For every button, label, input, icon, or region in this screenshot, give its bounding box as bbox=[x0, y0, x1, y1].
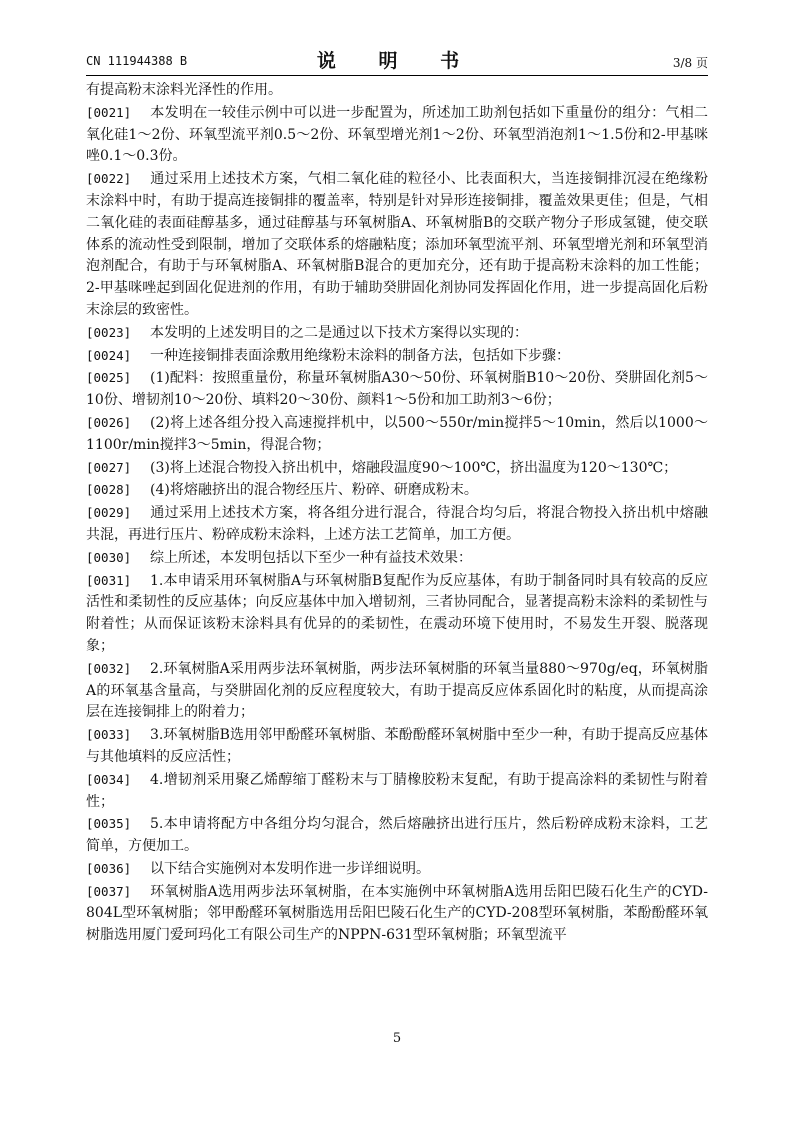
paragraph bbox=[86, 457, 708, 480]
header-rule bbox=[86, 75, 708, 76]
paragraph bbox=[86, 547, 708, 570]
paragraph-text: 以下结合实施例对本发明作进一步详细说明。 bbox=[150, 860, 430, 877]
paragraph-text: 本发明的上述发明目的之二是通过以下技术方案得以实现的： bbox=[150, 324, 528, 341]
paragraph-text: (3)将上述混合物投入挤出机中，熔融段温度90～100℃，挤出温度为120～130℃； bbox=[150, 459, 678, 476]
paragraph-number: [0027] bbox=[86, 459, 132, 475]
paragraph bbox=[86, 858, 708, 881]
paragraph-number: [0025] bbox=[86, 370, 132, 386]
paragraph-number: [0030] bbox=[86, 549, 132, 565]
paragraph-number: [0028] bbox=[86, 482, 132, 498]
paragraph-number: [0035] bbox=[86, 816, 132, 832]
document-title: 说 明 书 bbox=[316, 50, 478, 72]
page-info: 3/8 页 bbox=[672, 56, 708, 70]
paragraph-number: [0033] bbox=[86, 727, 132, 743]
paragraph-number: [0024] bbox=[86, 347, 132, 363]
paragraph-text: 有提高粉末涂料光泽性的作用。 bbox=[86, 82, 282, 98]
paragraph bbox=[86, 658, 708, 724]
paragraph-text: 2.环氧树脂A采用两步法环氧树脂，两步法环氧树脂的环氧当量880～970g/eq，环氧树脂A的环氧基含量高，与癸肼固化剂的反应程度较大，有助于提高反应体系固化时的粘度，从而提高涂层在连接铜排上的附着力； bbox=[86, 660, 708, 721]
paragraph-number: [0021] bbox=[86, 104, 132, 120]
paragraph-number: [0037] bbox=[86, 883, 132, 899]
paragraph bbox=[86, 570, 708, 658]
paragraph bbox=[86, 813, 708, 858]
paragraph bbox=[86, 479, 708, 502]
paragraph-text: 4.增韧剂采用聚乙烯醇缩丁醛粉末与丁腈橡胶粉末复配，有助于提高涂料的柔韧性与附着性； bbox=[86, 771, 708, 810]
paragraph-text: 本发明在一较佳示例中可以进一步配置为，所述加工助剂包括如下重量份的组分：气相二氧化硅1～2份、环氧型流平剂0.5～2份、环氧型增光剂1～2份、环氧型消泡剂1～1.5份和2-甲基咪唑0.1～0.3份。 bbox=[86, 104, 708, 165]
paragraph-number: [0034] bbox=[86, 771, 132, 787]
paragraph-text: (4)将熔融挤出的混合物经压片、粉碎、研磨成粉末。 bbox=[150, 482, 478, 499]
paragraph-text: 1.本申请采用环氧树脂A与环氧树脂B复配作为反应基体，有助于制备同时具有较高的反应活性和柔韧性的反应基体；向反应基体中加入增韧剂，三者协同配合，显著提高粉末涂料的柔韧性与附着性；从而保证该粉末涂料具有优异的的柔韧性，在震动环境下使用时，不易发生开裂、脱落现象； bbox=[86, 572, 708, 654]
paragraph bbox=[86, 367, 708, 412]
paragraph-number: [0031] bbox=[86, 572, 132, 588]
paragraph-number: [0026] bbox=[86, 414, 132, 430]
patent-number: CN 111944388 B bbox=[86, 54, 188, 68]
paragraph-text: 3.环氧树脂B选用邻甲酚醛环氧树脂、苯酚酚醛环氧树脂中至少一种，有助于提高反应基体与其他填料的反应活性； bbox=[86, 727, 708, 765]
paragraph bbox=[86, 168, 708, 322]
paragraph-text: 通过采用上述技术方案，将各组分进行混合，待混合均匀后，将混合物投入挤出机中熔融共混，再进行压片、粉碎成粉末涂料，上述方法工艺简单，加工方便。 bbox=[86, 505, 708, 543]
paragraph-number: [0022] bbox=[86, 171, 132, 187]
paragraph bbox=[86, 102, 708, 168]
paragraph bbox=[86, 322, 708, 345]
page-number: 5 bbox=[392, 1031, 402, 1046]
paragraph-text: 一种连接铜排表面涂敷用绝缘粉末涂料的制备方法，包括如下步骤： bbox=[150, 347, 570, 364]
paragraph-number: [0032] bbox=[86, 660, 132, 676]
paragraph-text: 综上所述，本发明包括以下至少一种有益技术效果： bbox=[150, 549, 472, 566]
paragraph-text: (2)将上述各组分投入高速搅拌机中，以500～550r/min搅拌5～10min，然后以1000～1100r/min搅拌3～5min，得混合物； bbox=[86, 414, 708, 453]
paragraph-text: 环氧树脂A选用两步法环氧树脂，在本实施例中环氧树脂A选用岳阳巴陵石化生产的CYD-804L型环氧树脂；邻甲酚醛环氧树脂选用岳阳巴陵石化生产的CYD-208型环氧树脂，苯酚酚醛环氧树脂选用厦门爱珂玛化工有限公司生产的NPPN-631型环氧树脂；环氧型流平 bbox=[86, 883, 708, 944]
paragraph bbox=[86, 80, 708, 102]
paragraph-text: 通过采用上述技术方案，气相二氧化硅的粒径小、比表面积大，当连接铜排沉浸在绝缘粉末涂料中时，有助于提高连接铜排的覆盖率，特别是针对异形连接铜排，覆盖效果更佳；但是，气相二氧化硅的表面硅醇基多，通过硅醇基与环氧树脂A、环氧树脂B的交联产物分子形成氢键，使交联体系的流动性受到限制，增加了交联体系的熔融粘度；添加环氧型流平剂、环氧型增光剂和环氧型消泡剂配合，有助于与环氧树脂A、环氧树脂B混合的更加充分，还有助于提高粉末涂料的加工性能；2-甲基咪唑起到固化促进剂的作用，有助于辅助癸肼固化剂协同发挥固化作用，进一步提高固化后粉末涂层的致密性。 bbox=[86, 171, 708, 318]
paragraph-number: [0023] bbox=[86, 324, 132, 340]
paragraph bbox=[86, 502, 708, 547]
paragraph-number: [0036] bbox=[86, 860, 132, 876]
paragraph-number: [0029] bbox=[86, 505, 132, 521]
paragraph bbox=[86, 345, 708, 368]
document-body bbox=[86, 80, 708, 947]
paragraph-text: (1)配料：按照重量份，称量环氧树脂A30～50份、环氧树脂B10～20份、癸肼固化剂5～10份、增韧剂10～20份、填料20～30份、颜料1～5份和加工助剂3～6份； bbox=[86, 370, 708, 409]
paragraph bbox=[86, 724, 708, 769]
paragraph bbox=[86, 881, 708, 947]
paragraph bbox=[86, 769, 708, 814]
page-header bbox=[86, 44, 708, 76]
paragraph-text: 5.本申请将配方中各组分均匀混合，然后熔融挤出进行压片，然后粉碎成粉末涂料，工艺简单，方便加工。 bbox=[86, 816, 708, 855]
paragraph bbox=[86, 412, 708, 457]
